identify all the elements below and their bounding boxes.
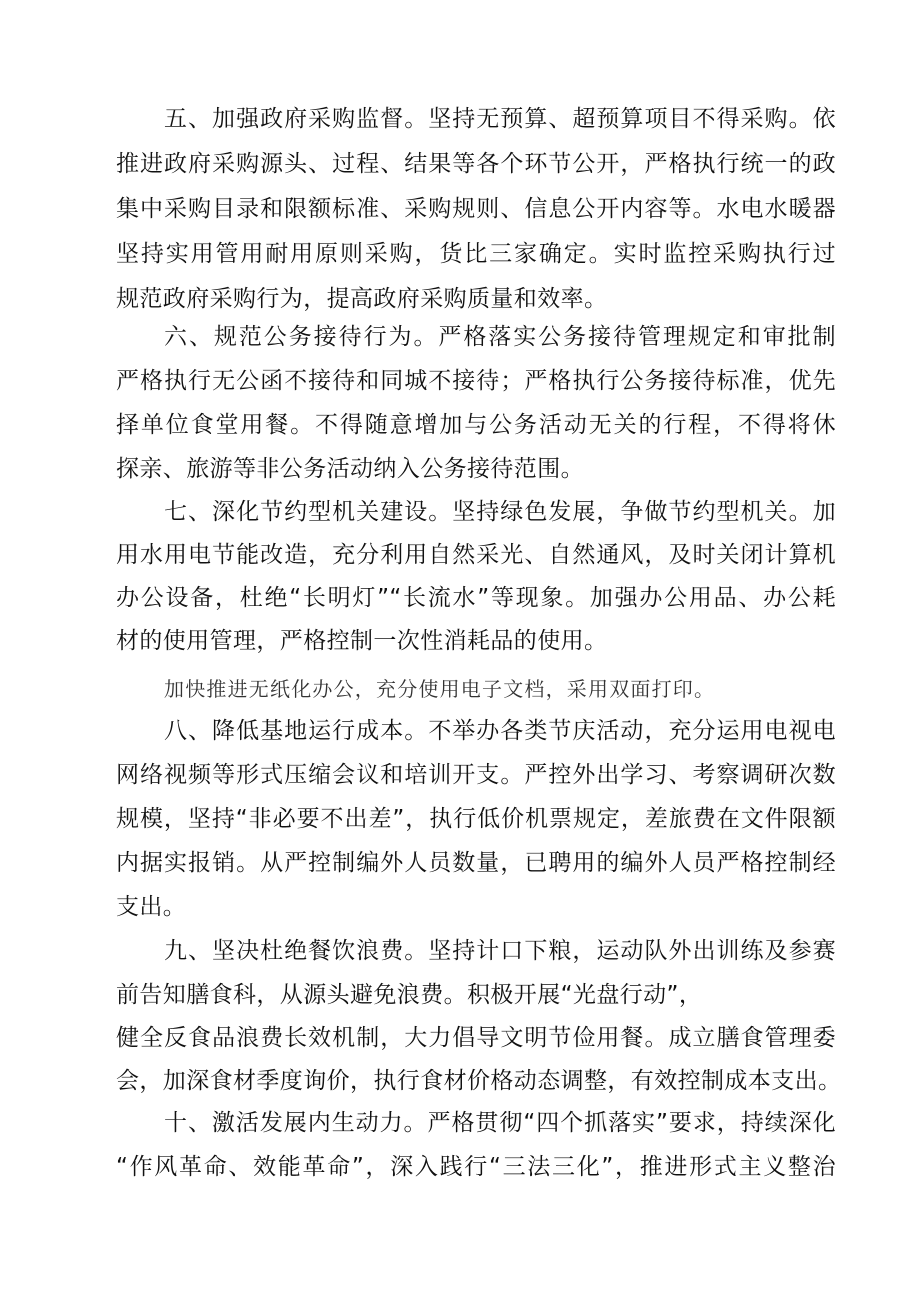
paragraph-9-line-2: 前告知膳食科，从源头避免浪费。积极开展“光盘行动”， <box>116 982 703 1008</box>
paragraph-5-line-2: 推进政府采购源头、过程、结果等各个环节公开，严格执行统一的政 <box>116 151 836 177</box>
paperless-office-note: 加快推进无纸化办公，充分使用电子文档，采用双面打印。 <box>164 677 716 701</box>
paragraph-6-line-1: 六、规范公务接待行为。严格落实公务接待管理规定和审批制 <box>164 324 836 350</box>
paragraph-7-line-4: 材的使用管理，严格控制一次性消耗品的使用。 <box>116 628 608 654</box>
paragraph-9-line-3: 健全反食品浪费长效机制，大力倡导文明节俭用餐。成立膳食管理委 <box>116 1025 836 1051</box>
paragraph-6-line-4: 探亲、旅游等非公务活动纳入公务接待范围。 <box>116 456 584 482</box>
paragraph-8-line-3: 规模，坚持“非必要不出差”，执行低价机票规定，差旅费在文件限额 <box>116 806 836 832</box>
paragraph-6-line-2: 严格执行无公函不接待和同城不接待；严格执行公务接待标准，优先 <box>116 368 836 394</box>
paragraph-10-line-1: 十、激活发展内生动力。严格贯彻“四个抓落实”要求，持续深化 <box>164 1110 836 1136</box>
paragraph-5-line-1: 五、加强政府采购监督。坚持无预算、超预算项目不得采购。依 <box>164 106 836 132</box>
paragraph-8-line-2: 网络视频等形式压缩会议和培训开支。严控外出学习、考察调研次数 <box>116 762 836 788</box>
paragraph-7-line-2: 用水用电节能改造，充分利用自然采光、自然通风，及时关闭计算机 <box>116 542 836 568</box>
paragraph-8-line-4: 内据实报销。从严控制编外人员数量，已聘用的编外人员严格控制经 <box>116 850 836 876</box>
paragraph-10-line-2: “作风革命、效能革命”，深入践行“三法三化”，推进形式主义整治 <box>116 1154 836 1180</box>
paragraph-9-line-4: 会，加深食材季度询价，执行食材价格动态调整，有效控制成本支出。 <box>116 1068 842 1094</box>
paragraph-8-line-1: 八、降低基地运行成本。不举办各类节庆活动，充分运用电视电 <box>164 718 836 744</box>
paragraph-7-line-3: 办公设备，杜绝“长明灯”“长流水”等现象。加强办公用品、办公耗 <box>116 585 836 611</box>
paragraph-8-line-5: 支出。 <box>116 894 187 920</box>
paragraph-6-line-3: 择单位食堂用餐。不得随意增加与公务活动无关的行程，不得将休 <box>116 412 836 438</box>
paragraph-9-line-1: 九、坚决杜绝餐饮浪费。坚持计口下粮，运动队外出训练及参赛 <box>164 938 836 964</box>
paragraph-5-line-3: 集中采购目录和限额标准、采购规则、信息公开内容等。水电水暖器 <box>116 196 836 222</box>
paragraph-5-line-5: 规范政府采购行为，提高政府采购质量和效率。 <box>116 286 608 312</box>
paragraph-5-line-4: 坚持实用管用耐用原则采购，货比三家确定。实时监控采购执行过 <box>116 241 836 267</box>
paragraph-7-line-1: 七、深化节约型机关建设。坚持绿色发展，争做节约型机关。加 <box>164 499 836 525</box>
